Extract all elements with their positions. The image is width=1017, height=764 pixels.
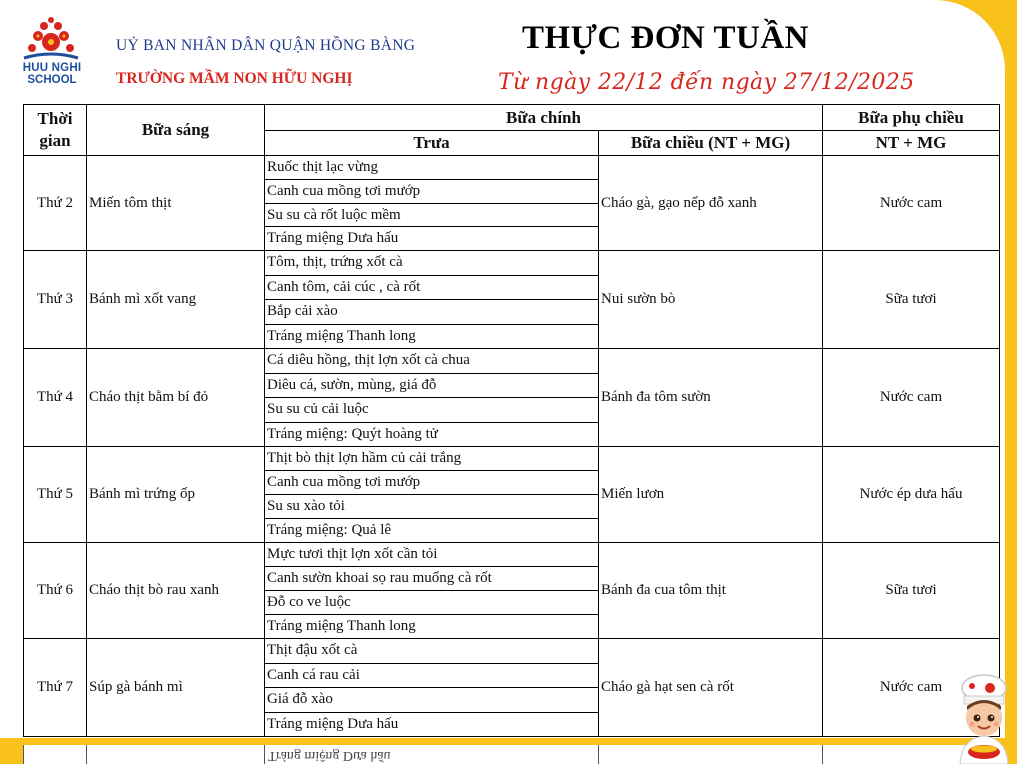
lunch-cell xyxy=(265,639,599,737)
afternoon-meal-cell: Cháo gà hạt sen cà rốt xyxy=(599,639,823,737)
logo-line2: SCHOOL xyxy=(27,74,77,86)
lunch-cell xyxy=(265,156,599,251)
logo-text xyxy=(12,62,92,86)
table-row xyxy=(24,447,1000,543)
lunch-dish: Tráng miệng Thanh long xyxy=(267,618,416,634)
lunch-dish: Tráng miệng Dưa hấu xyxy=(267,715,399,732)
page-title: THỰC ĐƠN TUẦN xyxy=(522,20,810,56)
lunch-dish: Tráng miệng Dưa hấu xyxy=(267,230,399,247)
logo-line1: HUU NGHI xyxy=(22,62,82,74)
lunch-cell xyxy=(265,251,599,349)
day-label: Thứ 4 xyxy=(24,349,87,447)
afternoon-meal-cell: Cháo gà, gạo nếp đỗ xanh xyxy=(599,156,823,251)
lunch-dish: Canh cua mồng tơi mướp xyxy=(265,180,598,204)
header-lunch: Trưa xyxy=(265,131,599,156)
header-time xyxy=(24,105,87,156)
breakfast-cell: Bánh mì trứng ốp xyxy=(87,447,265,543)
school-name: TRƯỜNG MẦM NON HỮU NGHỊ xyxy=(116,70,353,87)
header-afternoon: Bữa chiều (NT + MG) xyxy=(599,131,823,156)
header-breakfast: Bữa sáng xyxy=(87,105,265,156)
snack-cell: Nước cam xyxy=(823,156,1000,251)
afternoon-meal-cell: Miến lươn xyxy=(599,447,823,543)
breakfast-cell: Cháo thịt bằm bí đỏ xyxy=(87,349,265,447)
lunch-dish: Tráng miệng: Quýt hoàng tử xyxy=(267,425,438,442)
afternoon-meal-cell: Bánh đa tôm sườn xyxy=(599,349,823,447)
table-row xyxy=(24,251,1000,349)
header-main-meal: Bữa chính xyxy=(265,105,823,131)
day-label: Thứ 6 xyxy=(24,543,87,639)
reflection-line xyxy=(822,745,823,764)
lunch-cell xyxy=(265,543,599,639)
table-row xyxy=(24,543,1000,639)
lunch-dish: Cá diêu hồng, thịt lợn xốt cà chua xyxy=(265,349,598,374)
chef-mascot-icon xyxy=(950,672,1017,764)
lunch-cell xyxy=(265,447,599,543)
breakfast-cell: Miến tôm thịt xyxy=(87,156,265,251)
lunch-dish: Canh sườn khoai sọ rau muống cà rốt xyxy=(265,567,598,591)
breakfast-cell: Súp gà bánh mì xyxy=(87,639,265,737)
lunch-dish: Bắp cải xào xyxy=(265,300,598,325)
reflection-text: Tráng miệng Dưa hấu xyxy=(268,748,391,763)
table-row xyxy=(24,349,1000,447)
breakfast-cell: Cháo thịt bò rau xanh xyxy=(87,543,265,639)
lunch-dish: Mực tươi thịt lợn xốt cần tỏi xyxy=(265,543,598,567)
day-label: Thứ 3 xyxy=(24,251,87,349)
breakfast-cell: Bánh mì xốt vang xyxy=(87,251,265,349)
lunch-dish: Su su cà rốt luộc mềm xyxy=(265,204,598,228)
menu-reflection xyxy=(23,745,999,764)
header-time-line2: gian xyxy=(39,131,71,150)
lunch-dish: Canh cá rau cải xyxy=(265,664,598,689)
menu-table xyxy=(23,104,1000,737)
lunch-dish: Canh cua mồng tơi mướp xyxy=(265,471,598,495)
header-snack: Bữa phụ chiều xyxy=(823,105,1000,131)
date-range: Từ ngày 22/12 đến ngày 27/12/2025 xyxy=(498,70,915,95)
lunch-dish: Ruốc thịt lạc vừng xyxy=(265,156,598,180)
snack-cell: Nước cam xyxy=(823,639,1000,737)
table-row xyxy=(24,639,1000,737)
lunch-dish: Diêu cá, sườn, mùng, giá đỗ xyxy=(265,374,598,399)
lunch-dish: Su su củ cải luộc xyxy=(265,398,598,423)
day-label: Thứ 2 xyxy=(24,156,87,251)
snack-cell: Nước cam xyxy=(823,349,1000,447)
snack-cell: Sữa tươi xyxy=(823,251,1000,349)
lunch-dish: Tráng miệng: Quả lê xyxy=(267,522,392,538)
header-time-line1: Thời xyxy=(37,109,73,128)
lunch-cell xyxy=(265,349,599,447)
lunch-dish: Thịt đậu xốt cà xyxy=(265,639,598,664)
lunch-dish: Tráng miệng Thanh long xyxy=(267,327,416,344)
menu-body xyxy=(24,156,1000,737)
lunch-dish: Canh tôm, cải cúc , cà rốt xyxy=(265,276,598,301)
day-label: Thứ 5 xyxy=(24,447,87,543)
reflection-line xyxy=(264,745,265,764)
lunch-dish: Tôm, thịt, trứng xốt cà xyxy=(265,251,598,276)
lunch-dish: Thịt bò thịt lợn hầm củ cải trắng xyxy=(265,447,598,471)
reflection-line xyxy=(598,745,599,764)
lunch-dish: Giá đỗ xào xyxy=(265,688,598,713)
reflection-line xyxy=(86,745,87,764)
reflection-line xyxy=(23,745,24,764)
afternoon-meal-cell: Bánh đa cua tôm thịt xyxy=(599,543,823,639)
day-label: Thứ 7 xyxy=(24,639,87,737)
lunch-dish: Su su xào tỏi xyxy=(265,495,598,519)
snack-cell: Sữa tươi xyxy=(823,543,1000,639)
lunch-dish: Đỗ co ve luộc xyxy=(265,591,598,615)
committee-name: UỶ BAN NHÂN DÂN QUẬN HỒNG BÀNG xyxy=(116,37,416,54)
header-snack-sub: NT + MG xyxy=(823,131,1000,156)
snack-cell: Nước ép dưa hấu xyxy=(823,447,1000,543)
table-row xyxy=(24,156,1000,251)
afternoon-meal-cell: Nui sườn bò xyxy=(599,251,823,349)
